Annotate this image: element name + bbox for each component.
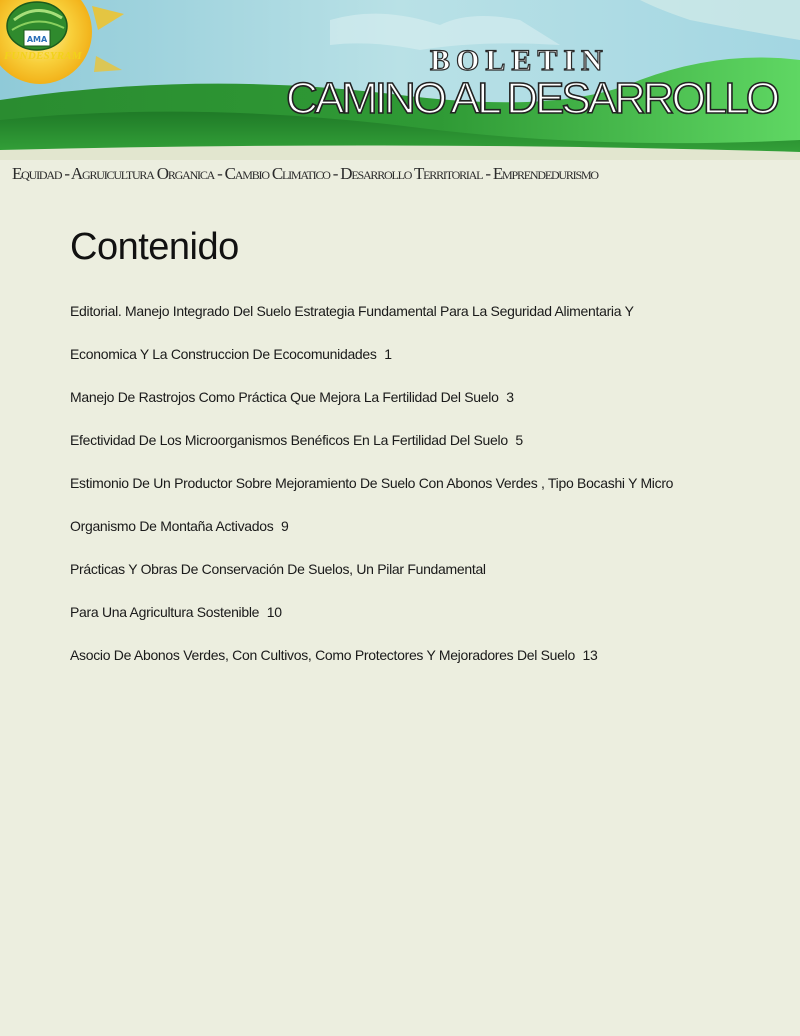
toc-page-number: 13 xyxy=(582,647,598,663)
bulletin-label: BOLETIN xyxy=(430,44,609,77)
toc-entry-last-line xyxy=(70,511,720,554)
toc-entry-text: Economica Y La Construccion De Ecocomunidades xyxy=(70,346,377,362)
toc-entry-line: Estimonio De Un Productor Sobre Mejoramiento De Suelo Con Abonos Verdes , Tipo Bocashi Y Micro xyxy=(70,475,674,491)
toc-entry[interactable] xyxy=(70,554,720,640)
toc-page-number: 10 xyxy=(266,604,282,620)
table-of-contents xyxy=(70,296,720,683)
toc-entry-last-line xyxy=(70,597,720,640)
toc-entry-text: Organismo De Montaña Activados xyxy=(70,518,274,534)
toc-entry-text: Efectividad De Los Microorganismos Benéficos En La Fertilidad Del Suelo xyxy=(70,432,508,448)
toc-entry-line: Editorial. Manejo Integrado Del Suelo Estrategia Fundamental Para La Seguridad Alimentaria Y xyxy=(70,303,634,319)
toc-entry[interactable] xyxy=(70,382,720,425)
toc-entry-last-line xyxy=(70,382,720,425)
toc-page-number: 1 xyxy=(384,346,392,362)
toc-entry-text: Asocio De Abonos Verdes, Con Cultivos, Como Protectores Y Mejoradores Del Suelo xyxy=(70,647,575,663)
toc-entry-last-line xyxy=(70,640,720,683)
toc-entry[interactable] xyxy=(70,640,720,683)
toc-entry[interactable] xyxy=(70,425,720,468)
fundesyram-leaf-logo xyxy=(7,2,67,50)
toc-entry-line: Prácticas Y Obras De Conservación De Suelos, Un Pilar Fundamental xyxy=(70,561,486,577)
toc-entry-last-line xyxy=(70,339,720,382)
header-banner xyxy=(0,0,800,160)
bulletin-title: CAMINO AL DESARROLLO xyxy=(286,74,777,123)
tagline: Equidad - Agruicultura Organica - Cambio Climatico - Desarrollo Territorial - Emprendedurismo xyxy=(12,164,598,183)
toc-entry[interactable] xyxy=(70,468,720,554)
toc-page-number: 5 xyxy=(515,432,523,448)
toc-entry-text: Para Una Agricultura Sostenible xyxy=(70,604,260,620)
toc-title: Contenido xyxy=(70,226,239,268)
svg-text:AMA: AMA xyxy=(26,35,48,44)
toc-page-number: 3 xyxy=(506,389,514,405)
toc-page-number: 9 xyxy=(281,518,289,534)
toc-entry[interactable] xyxy=(70,296,720,382)
toc-entry-last-line xyxy=(70,425,720,468)
toc-entry-text: Manejo De Rastrojos Como Práctica Que Mejora La Fertilidad Del Suelo xyxy=(70,389,499,405)
logo-text: FUNDESYRAM xyxy=(4,50,82,62)
